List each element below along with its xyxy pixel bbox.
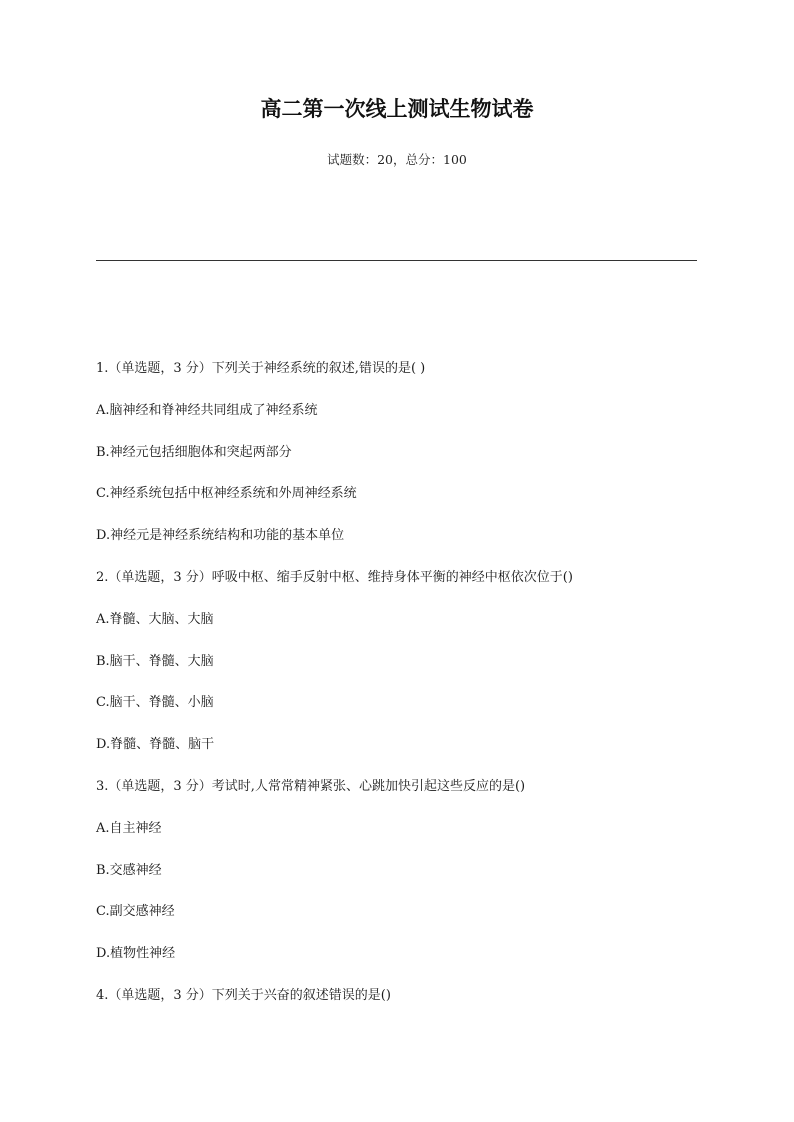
option-d: D.脊髓、脊髓、脑干 bbox=[96, 737, 215, 753]
question-1 bbox=[96, 359, 697, 568]
option-c: C.脑干、脊髓、小脑 bbox=[96, 695, 214, 711]
question-2 bbox=[96, 568, 697, 777]
option-c: C.神经系统包括中枢神经系统和外周神经系统 bbox=[96, 486, 357, 502]
question-4 bbox=[96, 986, 697, 1028]
option-b: B.脑干、脊髓、大脑 bbox=[96, 653, 214, 669]
question-stem: 2.（单选题，3 分）呼吸中枢、缩手反射中枢、维持身体平衡的神经中枢依次位于() bbox=[96, 569, 573, 585]
question-list bbox=[96, 359, 697, 1028]
exam-title: 高二第一次线上测试生物试卷 bbox=[260, 96, 534, 121]
question-stem: 3.（单选题，3 分）考试时,人常常精神紧张、心跳加快引起这些反应的是() bbox=[96, 778, 526, 794]
option-d: D.植物性神经 bbox=[96, 946, 176, 962]
option-c: C.副交感神经 bbox=[96, 904, 175, 920]
option-b: B.交感神经 bbox=[96, 862, 162, 878]
option-a: A.脑神经和脊神经共同组成了神经系统 bbox=[96, 402, 318, 418]
option-d: D.神经元是神经系统结构和功能的基本单位 bbox=[96, 528, 345, 544]
question-stem: 4.（单选题，3 分）下列关于兴奋的叙述错误的是() bbox=[96, 987, 391, 1003]
header-divider bbox=[96, 260, 697, 261]
exam-meta: 试题数：20，总分：100 bbox=[327, 152, 467, 167]
option-b: B.神经元包括细胞体和突起两部分 bbox=[96, 444, 292, 460]
option-a: A.自主神经 bbox=[96, 820, 162, 836]
option-a: A.脊髓、大脑、大脑 bbox=[96, 611, 214, 627]
question-3 bbox=[96, 777, 697, 986]
question-stem: 1.（单选题，3 分）下列关于神经系统的叙述,错误的是( ) bbox=[96, 361, 426, 376]
